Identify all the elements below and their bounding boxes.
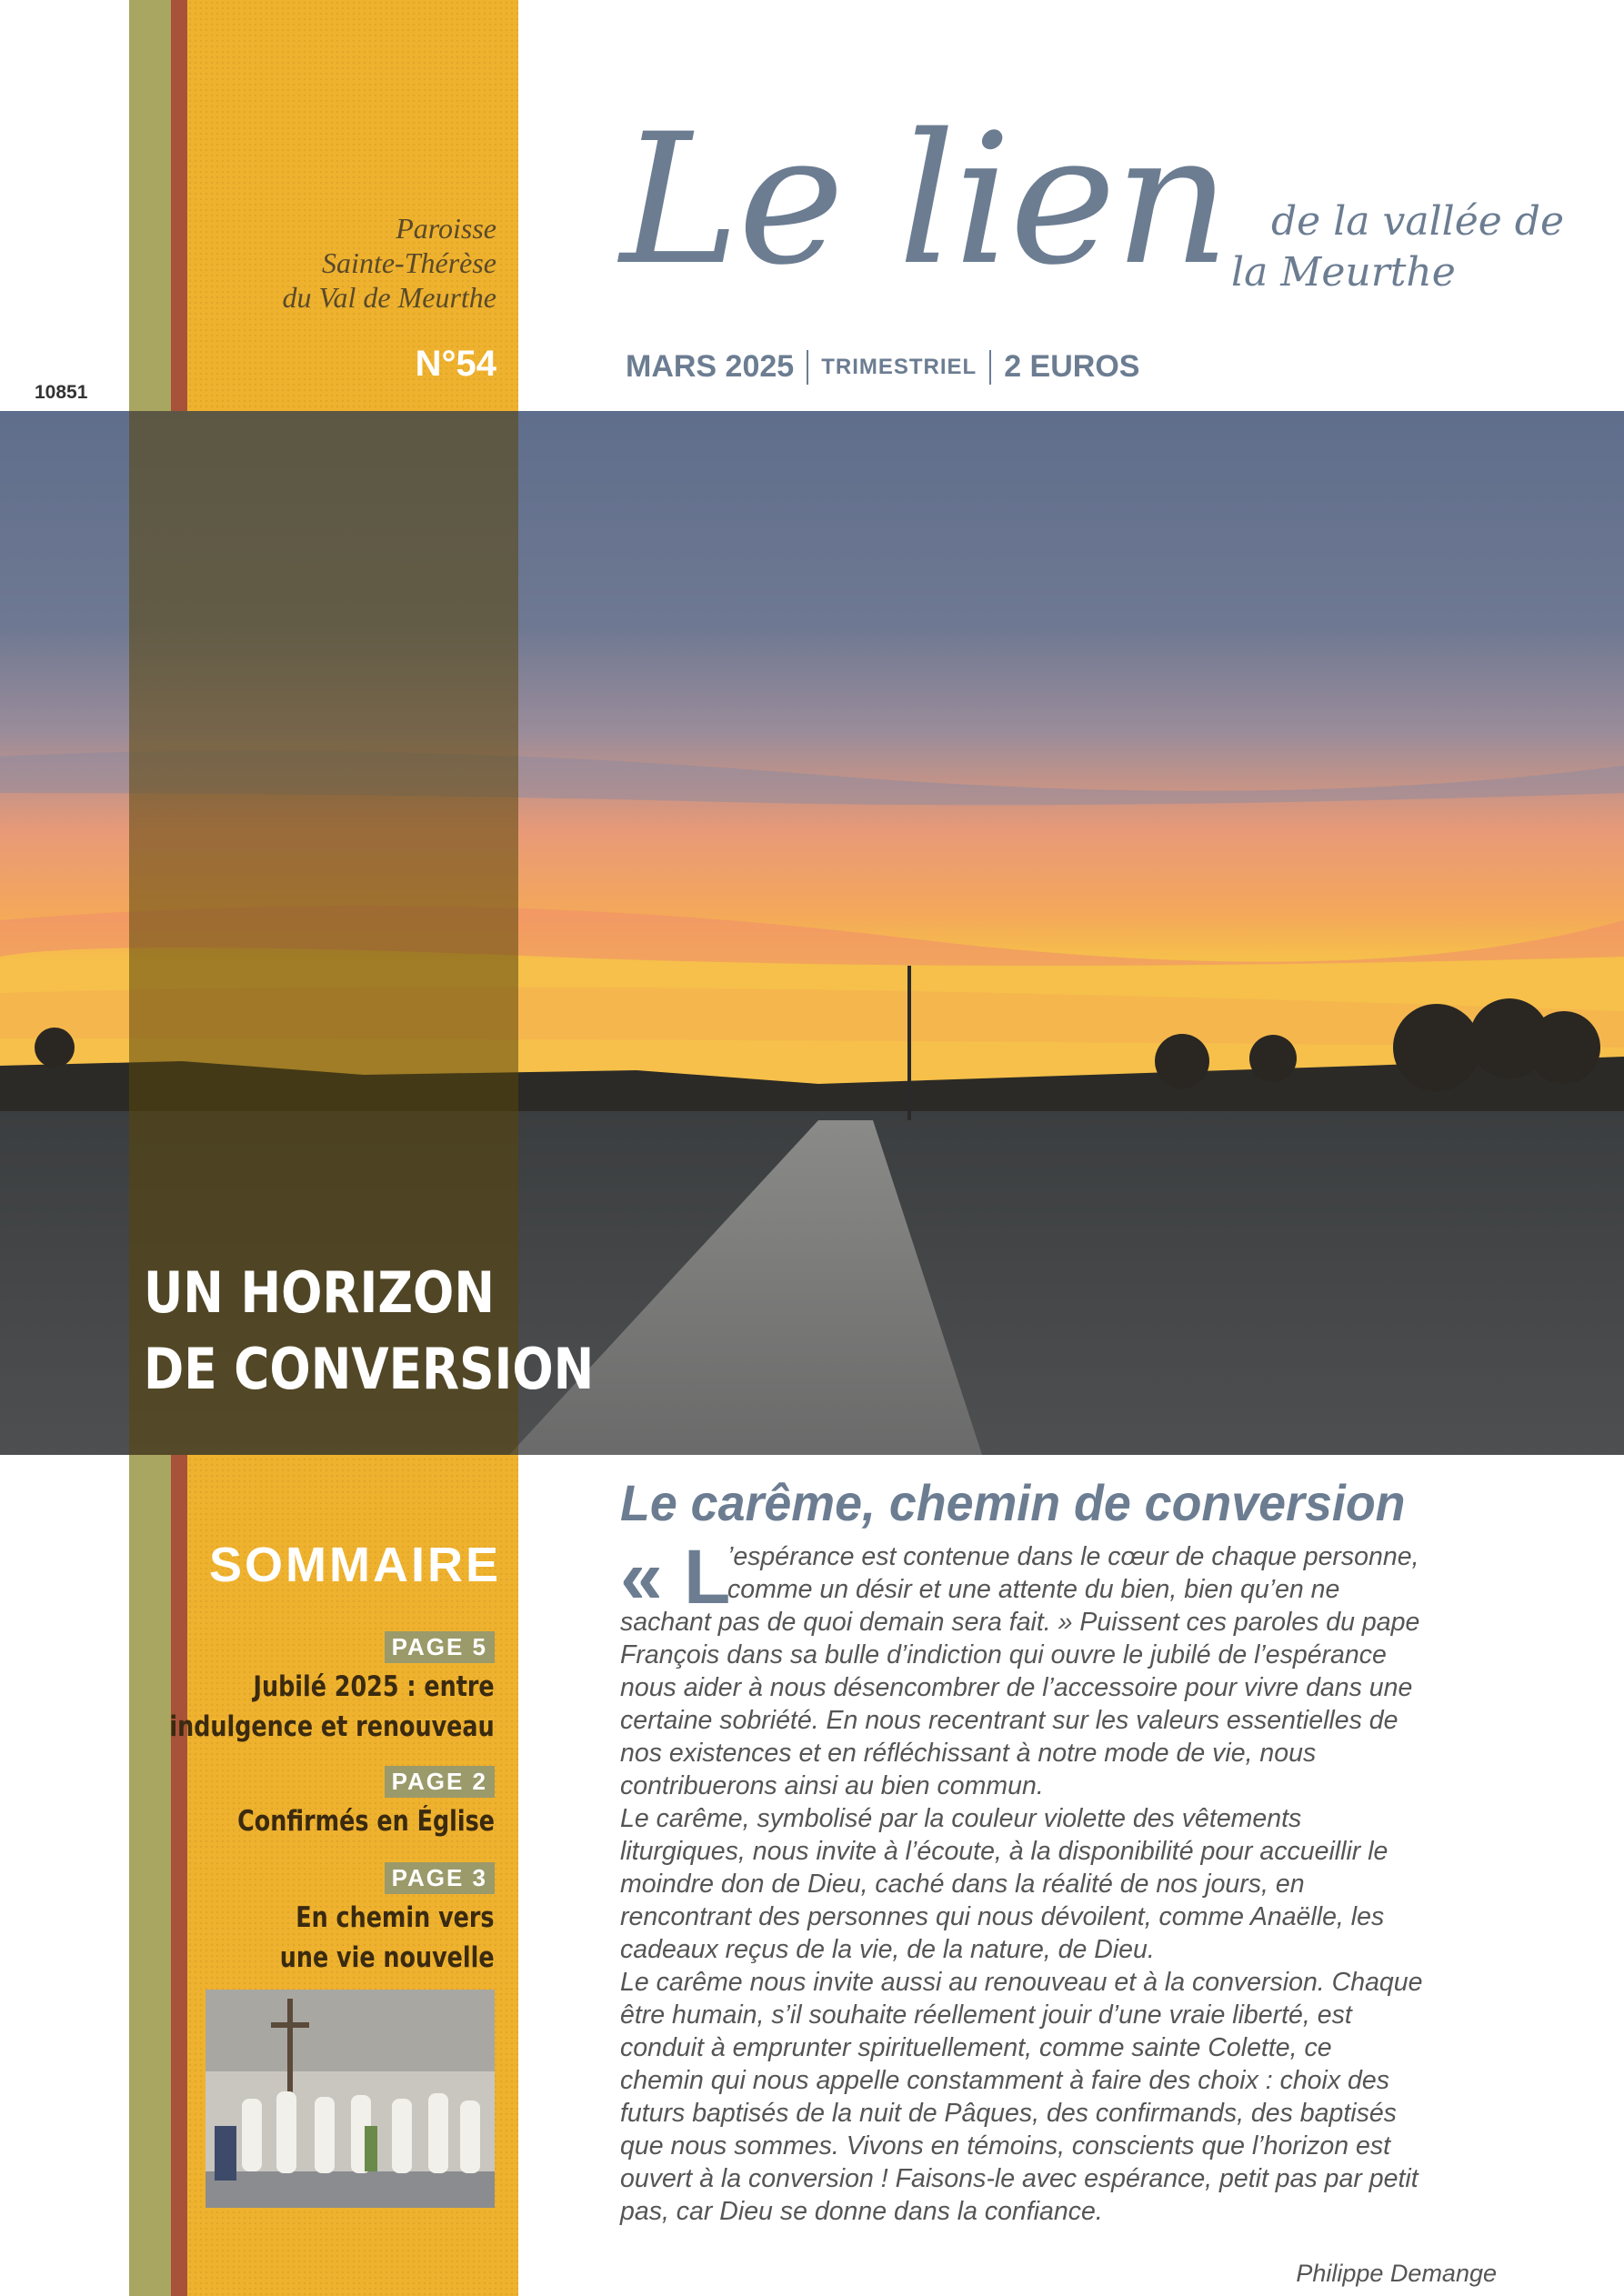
parish-line: du Val de Meurthe <box>282 281 496 314</box>
parish-line: Paroisse <box>396 212 496 245</box>
article-line: que nous sommes. Vivons en témoins, conscients que l’horizon est <box>620 2131 1391 2161</box>
article-line: cadeaux reçus de la vie, de la nature, de Dieu. <box>620 1935 1155 1964</box>
parish-line: Sainte-Thérèse <box>322 246 496 279</box>
article-intro <box>727 1540 1528 1606</box>
divider <box>989 350 991 385</box>
article-line: ouvert à la conversion ! Faisons-le avec espérance, petit pas par petit <box>620 2164 1418 2193</box>
sommaire-text: En chemin vers <box>296 1901 495 1934</box>
article-line: chemin qui nous appelle constamment à faire des choix : choix des <box>620 2066 1389 2095</box>
cover-headline <box>144 1255 594 1408</box>
article-line: nous aider à nous désencombrer de l’accessoire pour vivre dans une <box>620 1673 1413 1702</box>
confirmation-image <box>206 1990 495 2208</box>
article-line: nos existences et en réfléchissant à notre mode de vie, nous <box>620 1739 1317 1768</box>
article-title: Le carême, chemin de conversion <box>620 1474 1406 1531</box>
issue-date: MARS 2025 <box>626 349 795 384</box>
sommaire-text: indulgence et renouveau <box>169 1710 495 1743</box>
sommaire-title: SOMMAIRE <box>209 1538 501 1592</box>
article-line: ’espérance est contenue dans le cœur de chaque personne, <box>727 1542 1419 1571</box>
article-line: être humain, s’il souhaite réellement jouir d’une vraie liberté, est <box>620 2000 1352 2030</box>
article-line: rencontrant des personnes qui nous dévoilent, comme Anaëlle, les <box>620 1902 1385 1931</box>
masthead-meta <box>626 349 1139 385</box>
subtitle-line: la Meurthe <box>1231 249 1456 296</box>
issue-price: 2 EUROS <box>1004 349 1140 384</box>
headline-line: DE CONVERSION <box>144 1336 595 1402</box>
sommaire-text: une vie nouvelle <box>280 1941 495 1974</box>
sommaire-text: Jubilé 2025 : entre <box>253 1670 495 1703</box>
article-line: contribuerons ainsi au bien commun. <box>620 1771 1044 1800</box>
sommaire-item[interactable] <box>233 1862 495 1978</box>
sommaire-item[interactable] <box>181 1766 495 1841</box>
divider <box>807 350 808 385</box>
issue-number: N°54 <box>415 344 496 384</box>
article-line: pas, car Dieu se donne dans la confiance. <box>620 2197 1103 2226</box>
article-line: conduit à emprunter spirituellement, comme sainte Colette, ce <box>620 2033 1332 2062</box>
sommaire-text: Confirmés en Église <box>237 1805 495 1838</box>
article-line: moindre don de Dieu, caché dans la réalité de nos jours, en <box>620 1870 1305 1899</box>
article-line: Le carême nous invite aussi au renouveau et à la conversion. Chaque <box>620 1968 1423 1997</box>
article-line: Le carême, symbolisé par la couleur violette des vêtements <box>620 1804 1302 1833</box>
headline-line: UN HORIZON <box>144 1259 495 1326</box>
masthead-subtitle <box>1231 196 1564 298</box>
article-line: sachant pas de quoi demain sera fait. » Puissent ces paroles du pape <box>620 1608 1420 1637</box>
masthead-title: Le lien <box>620 95 1228 305</box>
page-badge: PAGE 2 <box>385 1766 495 1798</box>
article-body <box>620 1606 1520 2228</box>
article-line: liturgiques, nous invite à l’écoute, à la disponibilité pour accueillir le <box>620 1837 1388 1866</box>
drop-cap: « L <box>620 1534 731 1619</box>
article-line: certaine sobriété. En nous recentrant sur les valeurs essentielles de <box>620 1706 1398 1735</box>
issue-frequency: TRIMESTRIEL <box>821 354 977 379</box>
sommaire-item[interactable] <box>98 1631 495 1747</box>
parish-name <box>187 211 496 315</box>
subtitle-line: de la vallée de <box>1271 198 1564 245</box>
article-line: futurs baptisés de la nuit de Pâques, des confirmands, des baptisés <box>620 2099 1397 2128</box>
church-photo <box>206 1990 495 2208</box>
issue-code: 10851 <box>35 382 88 403</box>
article-line: comme un désir et une attente du bien, bien qu’en ne <box>727 1575 1340 1604</box>
article-line: François dans sa bulle d’indiction qui ouvre le jubilé de l’espérance <box>620 1640 1387 1669</box>
author-signature: Philippe Demange <box>1296 2260 1497 2287</box>
page-badge: PAGE 5 <box>385 1631 495 1663</box>
page-badge: PAGE 3 <box>385 1862 495 1894</box>
